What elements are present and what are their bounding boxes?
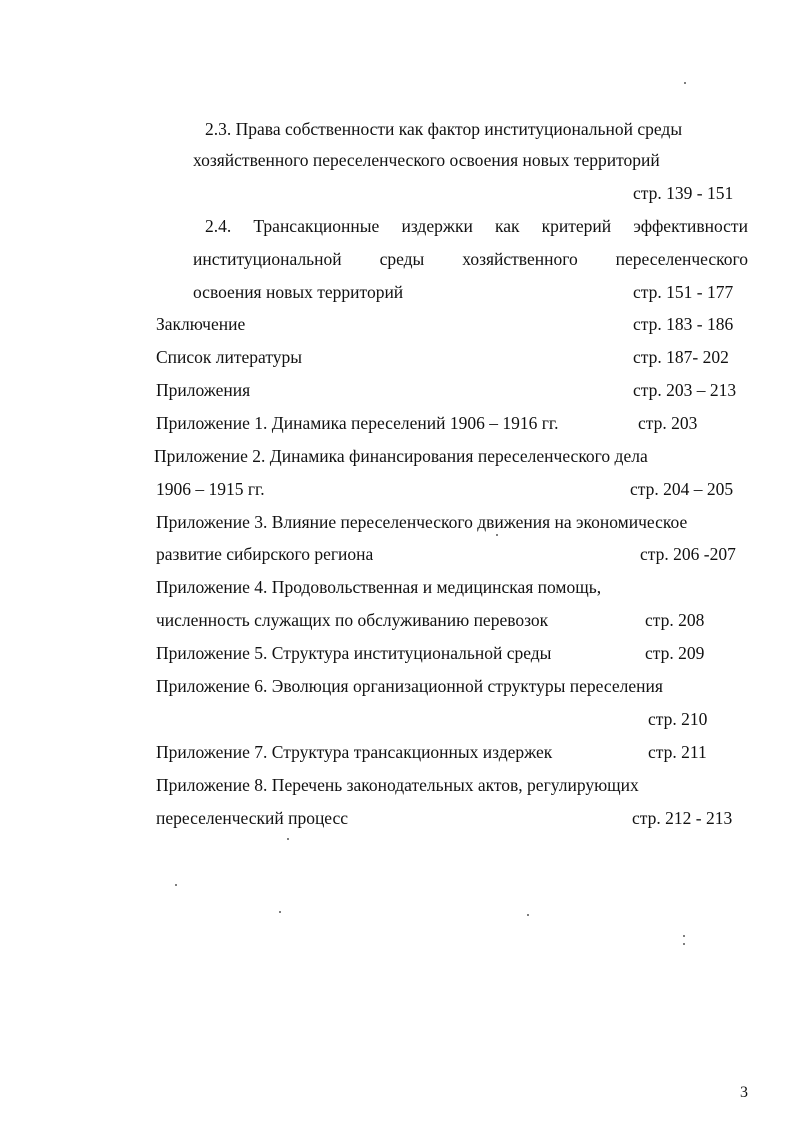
toc-app4-line2: численность служащих по обслуживанию перевозок	[156, 610, 549, 630]
toc-appendices-page: стр. 203 – 213	[633, 380, 737, 400]
toc-app7-label: Приложение 7. Структура трансакционных издержек	[156, 742, 553, 762]
word: хозяйственного	[462, 249, 578, 269]
toc-app5-page: стр. 209	[645, 643, 705, 663]
word: критерий	[541, 216, 612, 236]
scan-speck	[496, 534, 498, 536]
scan-speck	[175, 884, 177, 886]
toc-app2-page: стр. 204 – 205	[630, 479, 734, 499]
word: 2.4.	[205, 216, 232, 236]
word: Трансакционные	[253, 216, 380, 236]
toc-2-3-title-line1: 2.3. Права собственности как фактор институциональной среды	[205, 119, 683, 139]
toc-app6-page: стр. 210	[648, 709, 708, 729]
scan-speck	[683, 935, 685, 937]
toc-appendices-label: Приложения	[156, 380, 251, 400]
toc-app3-line2: развитие сибирского региона	[156, 544, 374, 564]
toc-app4-page: стр. 208	[645, 610, 705, 630]
toc-2-4-title-line2	[193, 248, 748, 270]
toc-app2-line2: 1906 – 1915 гг.	[156, 479, 265, 499]
scan-speck	[287, 838, 289, 840]
toc-2-4-title-line3: освоения новых территорий	[193, 282, 404, 302]
word: издержки	[401, 216, 473, 236]
toc-app8-line2: переселенческий процесс	[156, 808, 349, 828]
scan-speck	[683, 943, 685, 945]
toc-app1-page: стр. 203	[638, 413, 698, 433]
scan-speck	[684, 82, 686, 84]
toc-app3-line1: Приложение 3. Влияние переселенческого движения на экономическое	[156, 512, 688, 532]
toc-app5-label: Приложение 5. Структура институциональной среды	[156, 643, 552, 663]
toc-app6-line1: Приложение 6. Эволюция организационной структуры переселения	[156, 676, 663, 696]
toc-2-4-title-line1	[205, 215, 748, 237]
toc-app1-label: Приложение 1. Динамика переселений 1906 – 1916 гг.	[156, 413, 559, 433]
word: эффективности	[633, 216, 748, 236]
toc-app2-line1: Приложение 2. Динамика финансирования переселенческого дела	[154, 446, 648, 466]
toc-2-4-page: стр. 151 - 177	[633, 282, 734, 302]
scan-speck	[279, 911, 281, 913]
toc-references-page: стр. 187- 202	[633, 347, 729, 367]
scan-speck	[527, 914, 529, 916]
word: среды	[379, 249, 425, 269]
word: институциональной	[193, 249, 342, 269]
toc-app7-page: стр. 211	[648, 742, 707, 762]
toc-2-3-page: стр. 139 - 151	[633, 183, 734, 203]
toc-references-label: Список литературы	[156, 347, 303, 367]
toc-app8-page: стр. 212 - 213	[632, 808, 733, 828]
word: как	[494, 216, 520, 236]
page-number: 3	[740, 1084, 748, 1101]
word: переселенческого	[615, 249, 748, 269]
toc-2-3-title-line2: хозяйственного переселенческого освоения новых территорий	[193, 150, 660, 170]
toc-app8-line1: Приложение 8. Перечень законодательных актов, регулирующих	[156, 775, 639, 795]
toc-app3-page: стр. 206 -207	[640, 544, 736, 564]
toc-app4-line1: Приложение 4. Продовольственная и медицинская помощь,	[156, 577, 602, 597]
toc-conclusion-label: Заключение	[156, 314, 246, 334]
toc-conclusion-page: стр. 183 - 186	[633, 314, 734, 334]
